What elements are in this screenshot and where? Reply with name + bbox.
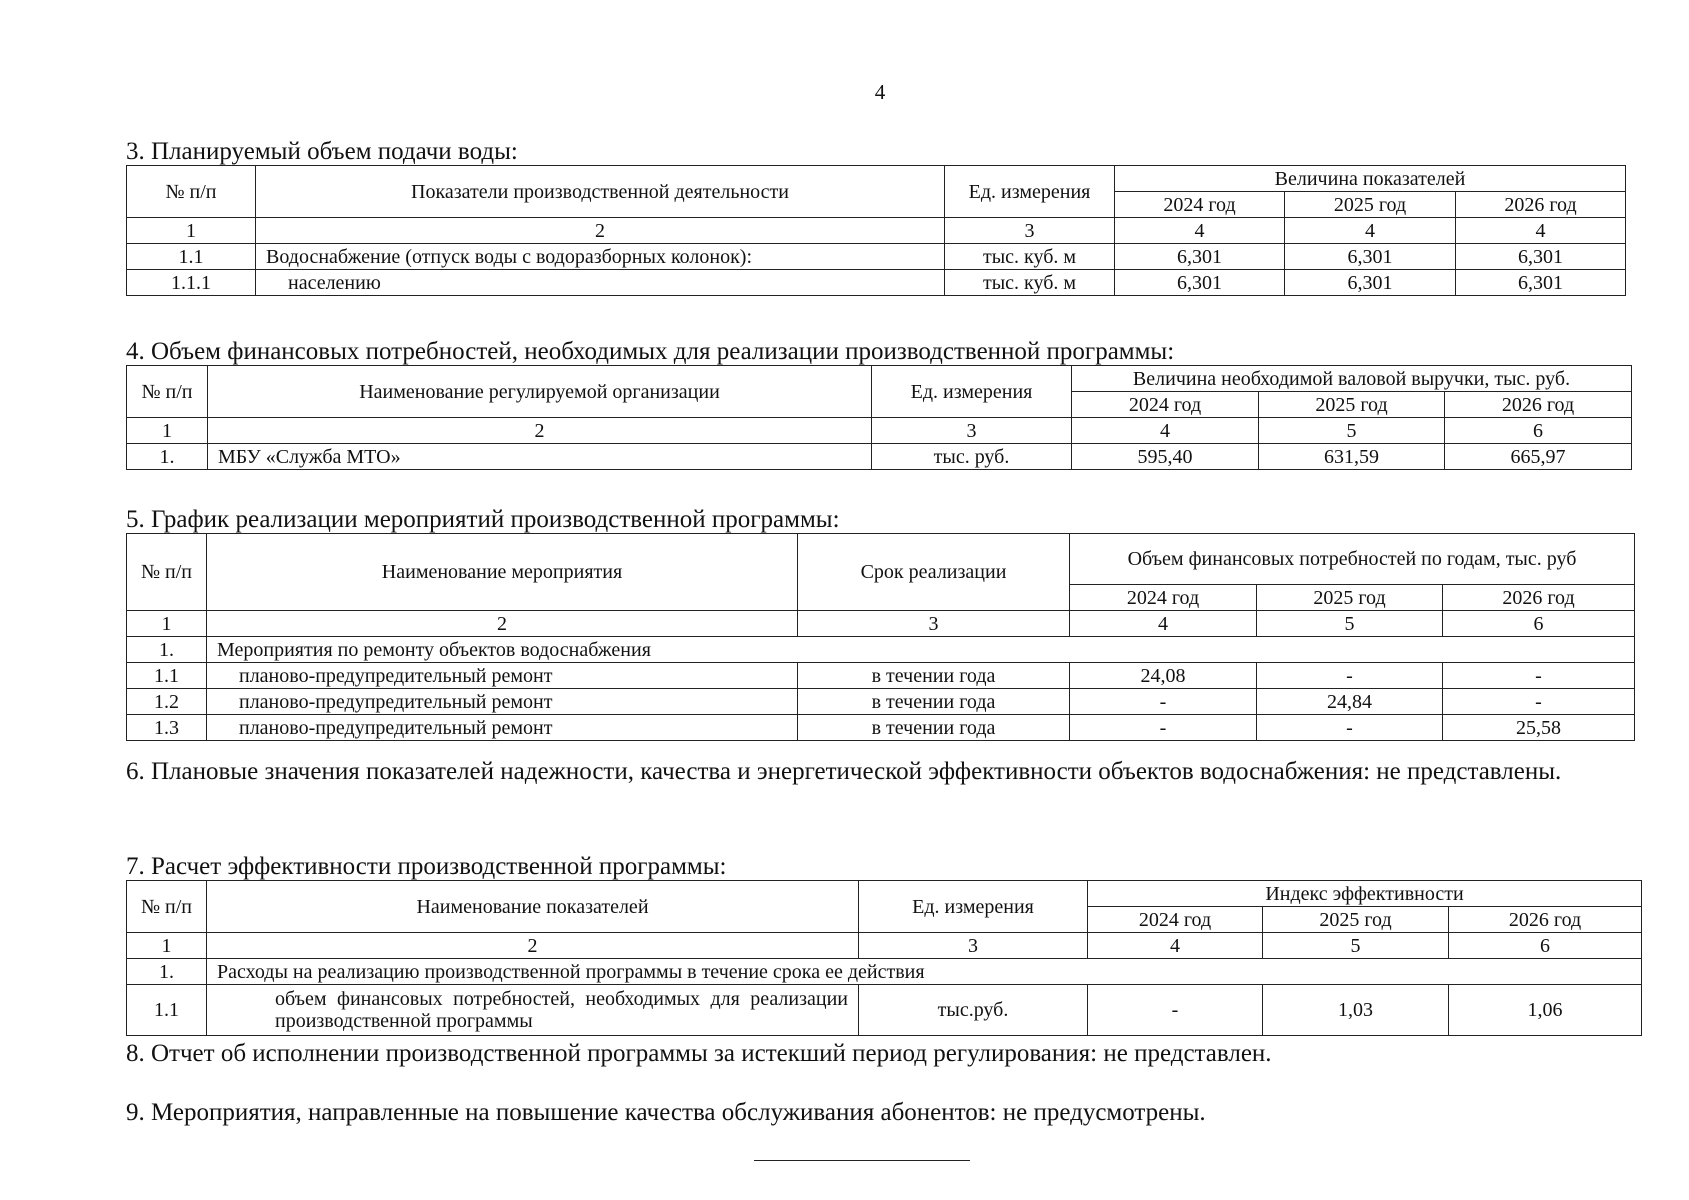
- row-value: 6,301: [1285, 244, 1456, 270]
- header-year: 2024 год: [1070, 585, 1257, 611]
- row-value: 25,58: [1443, 715, 1635, 741]
- index-cell: 4: [1285, 218, 1456, 244]
- index-cell: 6: [1443, 611, 1635, 637]
- index-cell: 2: [207, 933, 859, 959]
- row-unit: тыс. куб. м: [945, 244, 1115, 270]
- header-event: Наименование мероприятия: [207, 534, 798, 611]
- row-num: 1.: [127, 959, 207, 985]
- table-row: [127, 444, 1632, 470]
- header-num: № п/п: [127, 534, 207, 611]
- section3-heading: 3. Планируемый объем подачи воды:: [126, 138, 518, 165]
- row-num: 1.1: [127, 244, 256, 270]
- index-cell: 3: [945, 218, 1115, 244]
- index-cell: 5: [1257, 611, 1443, 637]
- row-value: -: [1070, 689, 1257, 715]
- row-value: 1,06: [1449, 985, 1642, 1036]
- row-value: 665,97: [1445, 444, 1632, 470]
- header-num: № п/п: [127, 166, 256, 218]
- row-name: Водоснабжение (отпуск воды с водоразборных колонок):: [256, 244, 945, 270]
- index-cell: 2: [207, 611, 798, 637]
- section5-heading: 5. График реализации мероприятий производственной программы:: [126, 506, 840, 533]
- header-unit: Ед. измерения: [859, 881, 1088, 933]
- row-num: 1.: [127, 444, 208, 470]
- index-cell: 4: [1456, 218, 1626, 244]
- group-row: [127, 637, 1635, 663]
- row-num: 1.1.1: [127, 270, 256, 296]
- header-group: Величина показателей: [1115, 166, 1626, 192]
- row-name: объем финансовых потребностей, необходимых для реализации производственной программы: [207, 985, 859, 1036]
- row-value: 24,08: [1070, 663, 1257, 689]
- index-cell: 2: [256, 218, 945, 244]
- row-value: -: [1443, 663, 1635, 689]
- row-value: 6,301: [1115, 244, 1285, 270]
- header-unit: Ед. измерения: [945, 166, 1115, 218]
- row-value: -: [1257, 715, 1443, 741]
- row-value: 6,301: [1285, 270, 1456, 296]
- section6-text: 6. Плановые значения показателей надежности, качества и энергетической эффективности объектов водоснабжения: не представлены.: [126, 758, 1562, 785]
- row-unit: тыс.руб.: [859, 985, 1088, 1036]
- section7-heading: 7. Расчет эффективности производственной программы:: [126, 853, 727, 880]
- header-year: 2024 год: [1072, 392, 1259, 418]
- header-num: № п/п: [127, 881, 207, 933]
- index-cell: 6: [1449, 933, 1642, 959]
- index-row: [127, 218, 1626, 244]
- row-value: -: [1443, 689, 1635, 715]
- row-name: МБУ «Служба МТО»: [208, 444, 872, 470]
- table-row: [127, 715, 1635, 741]
- header-year: 2026 год: [1445, 392, 1632, 418]
- row-unit: тыс. куб. м: [945, 270, 1115, 296]
- header-year: 2025 год: [1259, 392, 1445, 418]
- index-row: [127, 418, 1632, 444]
- index-cell: 4: [1088, 933, 1263, 959]
- financial-needs-table: [126, 365, 1632, 470]
- page-number: 4: [874, 80, 886, 104]
- header-unit: Ед. измерения: [872, 366, 1072, 418]
- row-value: -: [1088, 985, 1263, 1036]
- table-row: [127, 270, 1626, 296]
- header-group: Объем финансовых потребностей по годам, тыс. руб: [1070, 534, 1635, 585]
- index-cell: 2: [208, 418, 872, 444]
- header-indicator: Наименование показателей: [207, 881, 859, 933]
- section9-text: 9. Мероприятия, направленные на повышение качества обслуживания абонентов: не предусмотрены.: [126, 1099, 1206, 1126]
- header-year: 2025 год: [1263, 907, 1449, 933]
- header-year: 2026 год: [1443, 585, 1635, 611]
- row-value: 6,301: [1115, 270, 1285, 296]
- water-supply-table: [126, 165, 1626, 296]
- row-value: -: [1257, 663, 1443, 689]
- row-num: 1.2: [127, 689, 207, 715]
- row-term: в течении года: [798, 715, 1070, 741]
- index-cell: 3: [859, 933, 1088, 959]
- row-term: в течении года: [798, 663, 1070, 689]
- index-cell: 1: [127, 218, 256, 244]
- index-cell: 5: [1263, 933, 1449, 959]
- row-value: 6,301: [1456, 270, 1626, 296]
- row-value: 1,03: [1263, 985, 1449, 1036]
- index-cell: 4: [1115, 218, 1285, 244]
- row-name: Расходы на реализацию производственной программы в течение срока ее действия: [207, 959, 1642, 985]
- index-cell: 3: [872, 418, 1072, 444]
- row-value: 595,40: [1072, 444, 1259, 470]
- index-cell: 1: [127, 418, 208, 444]
- index-cell: 1: [127, 933, 207, 959]
- table-row: [127, 244, 1626, 270]
- schedule-table: [126, 533, 1635, 741]
- efficiency-table: [126, 880, 1642, 1036]
- header-year: 2026 год: [1456, 192, 1626, 218]
- header-indicator: Показатели производственной деятельности: [256, 166, 945, 218]
- row-value: 631,59: [1259, 444, 1445, 470]
- header-num: № п/п: [127, 366, 208, 418]
- row-unit: тыс. руб.: [872, 444, 1072, 470]
- header-year: 2024 год: [1115, 192, 1285, 218]
- row-value: 24,84: [1257, 689, 1443, 715]
- row-num: 1.1: [127, 663, 207, 689]
- header-year: 2026 год: [1449, 907, 1642, 933]
- row-num: 1.1: [127, 985, 207, 1036]
- header-group: Величина необходимой валовой выручки, тыс. руб.: [1072, 366, 1632, 392]
- index-cell: 3: [798, 611, 1070, 637]
- index-cell: 4: [1070, 611, 1257, 637]
- row-num: 1.: [127, 637, 207, 663]
- row-name: населению: [256, 270, 945, 296]
- index-cell: 6: [1445, 418, 1632, 444]
- group-row: [127, 959, 1642, 985]
- index-cell: 1: [127, 611, 207, 637]
- index-cell: 5: [1259, 418, 1445, 444]
- row-name: планово-предупредительный ремонт: [207, 663, 798, 689]
- section4-heading: 4. Объем финансовых потребностей, необходимых для реализации производственной программы:: [126, 338, 1175, 365]
- row-num: 1.3: [127, 715, 207, 741]
- header-year: 2024 год: [1088, 907, 1263, 933]
- row-value: -: [1070, 715, 1257, 741]
- index-row: [127, 611, 1635, 637]
- index-row: [127, 933, 1642, 959]
- table-row: [127, 689, 1635, 715]
- header-year: 2025 год: [1257, 585, 1443, 611]
- table-row: [127, 985, 1642, 1036]
- closing-rule: [754, 1160, 970, 1161]
- header-group: Индекс эффективности: [1088, 881, 1642, 907]
- table-row: [127, 663, 1635, 689]
- row-name: планово-предупредительный ремонт: [207, 689, 798, 715]
- row-value: 6,301: [1456, 244, 1626, 270]
- header-year: 2025 год: [1285, 192, 1456, 218]
- row-name: Мероприятия по ремонту объектов водоснабжения: [207, 637, 1635, 663]
- header-org: Наименование регулируемой организации: [208, 366, 872, 418]
- row-name: планово-предупредительный ремонт: [207, 715, 798, 741]
- section8-text: 8. Отчет об исполнении производственной программы за истекший период регулирования: не представлен.: [126, 1040, 1272, 1067]
- header-term: Срок реализации: [798, 534, 1070, 611]
- index-cell: 4: [1072, 418, 1259, 444]
- row-term: в течении года: [798, 689, 1070, 715]
